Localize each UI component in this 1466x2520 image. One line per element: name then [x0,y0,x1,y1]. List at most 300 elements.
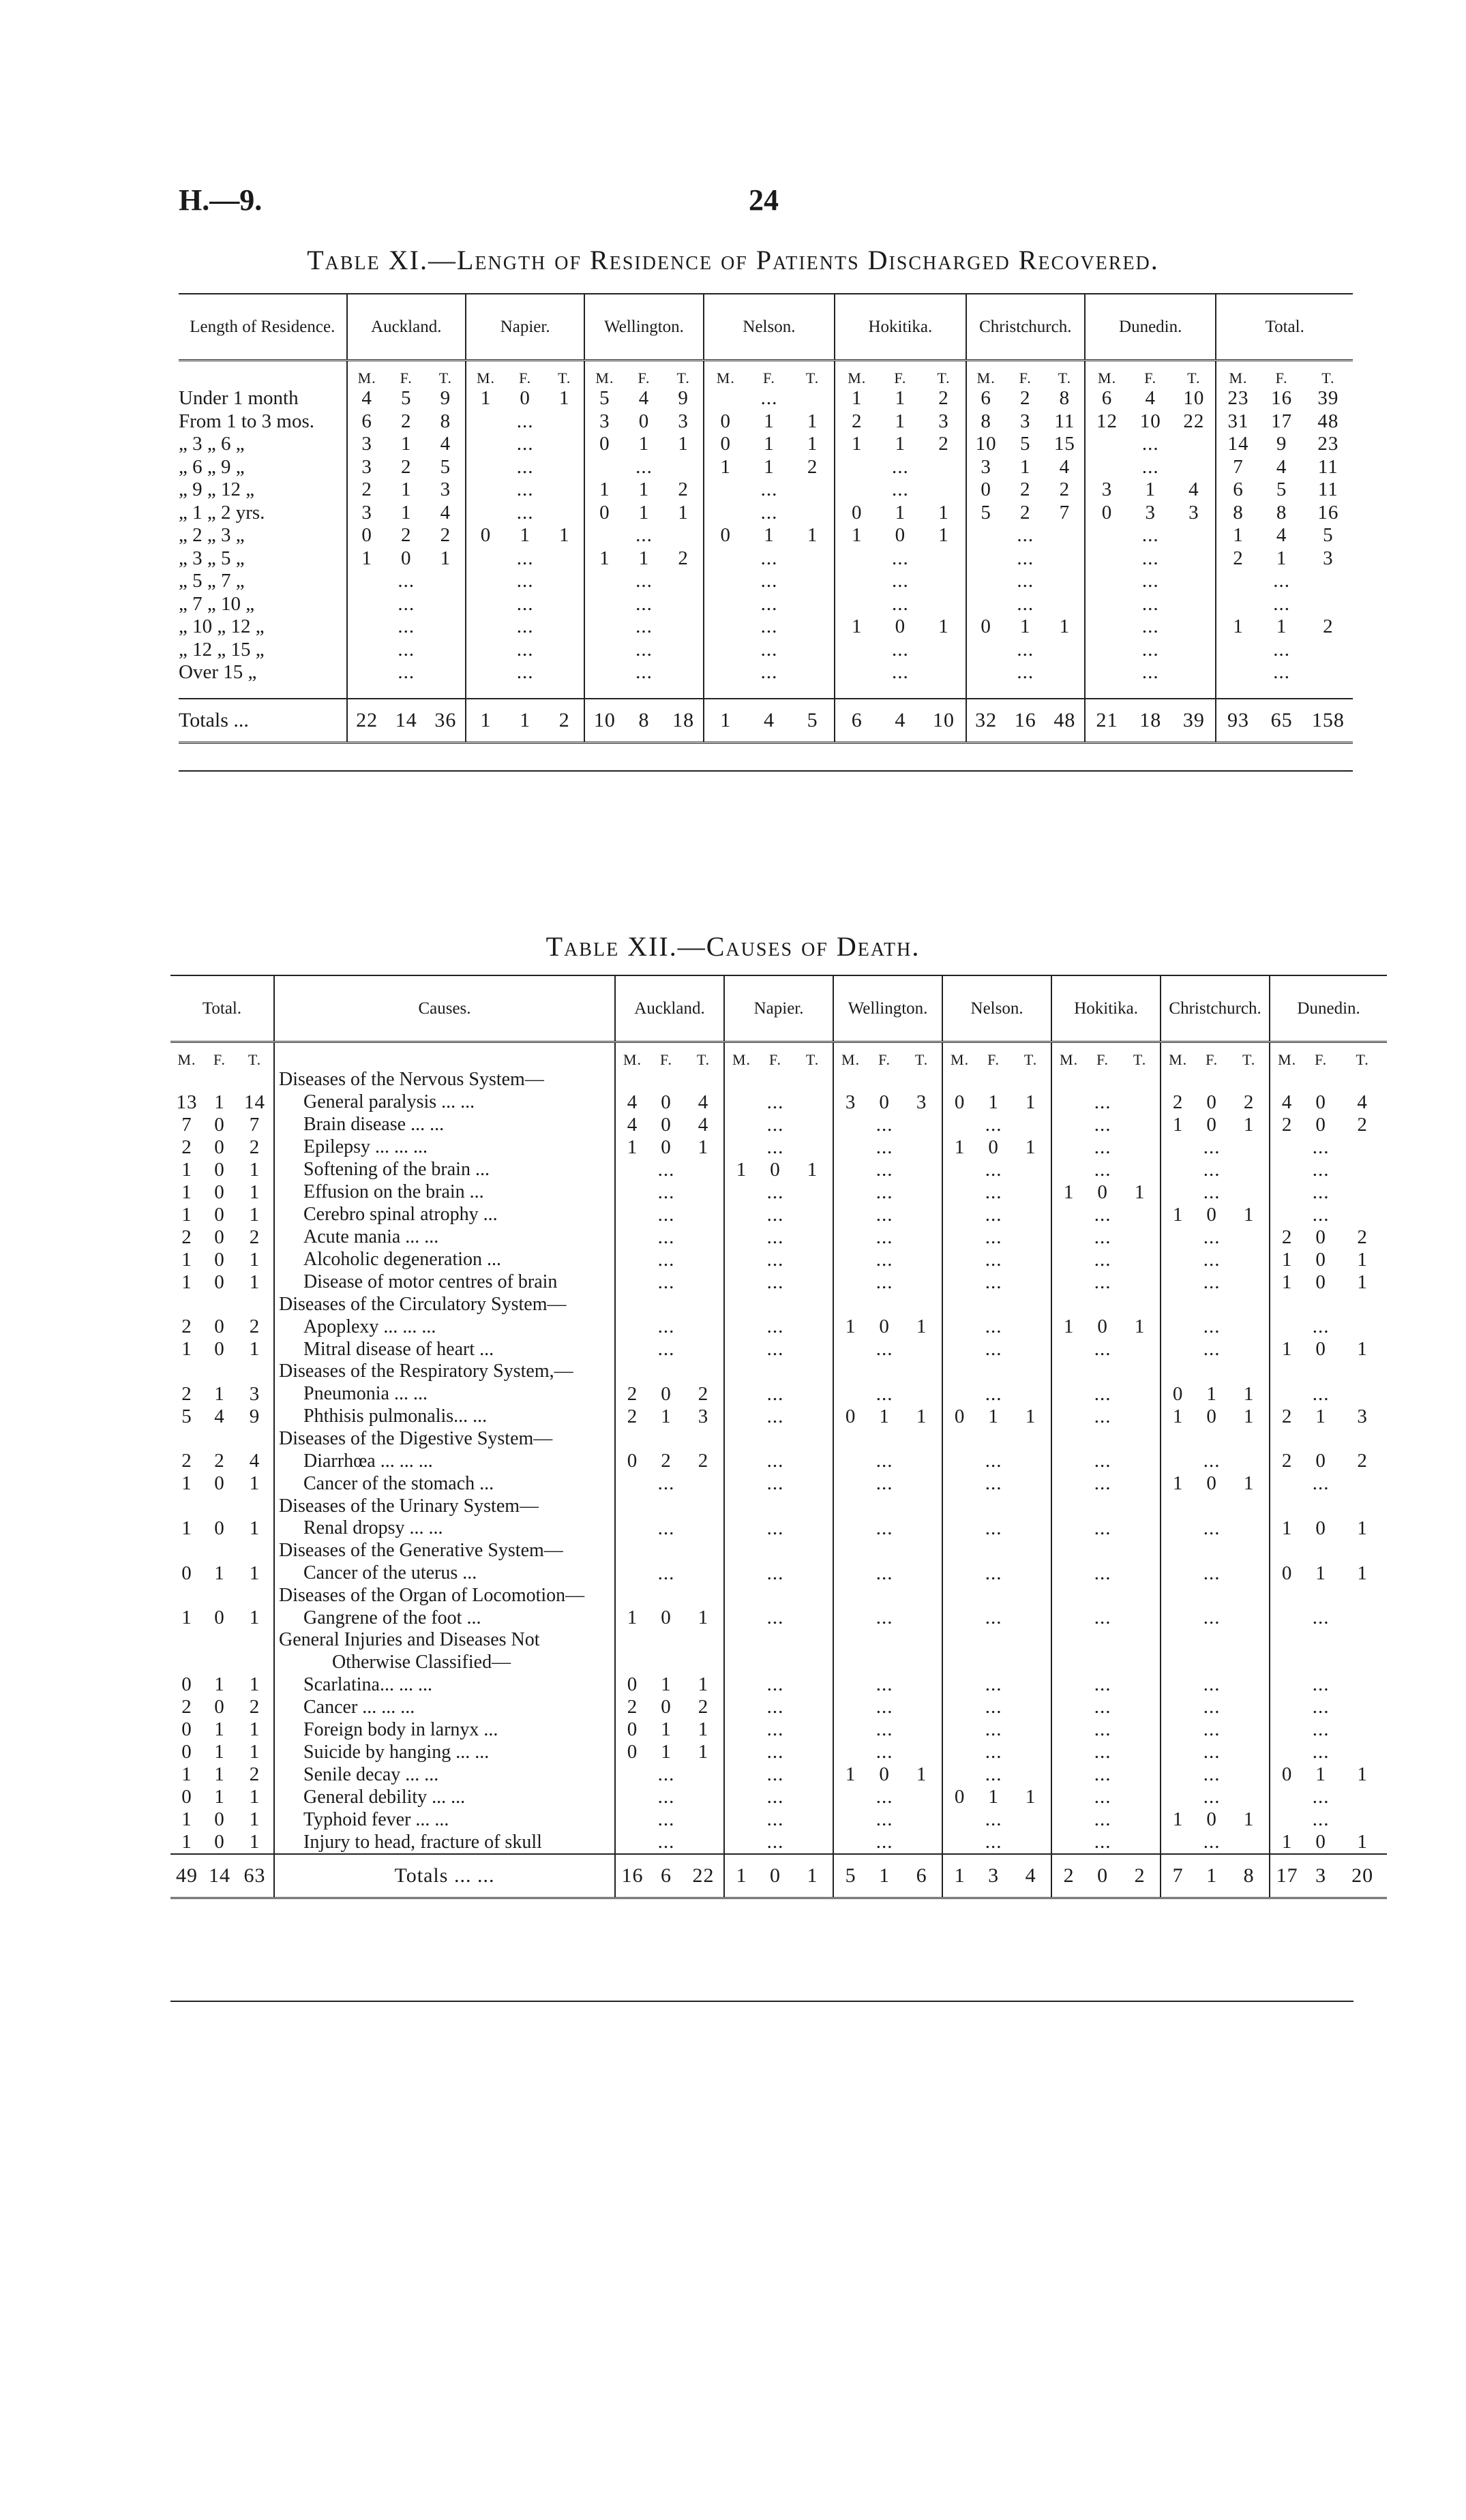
table12-cell [1011,1294,1051,1316]
sex-header-cell: F. [1019,369,1032,386]
table12-cell [724,1181,758,1204]
table11-row [179,524,1353,547]
spacer-cell [664,684,704,699]
spacer-cell [791,684,835,699]
table12-row [170,1271,1387,1294]
table12-cell: 1 [698,1741,709,1763]
table12-cell [724,1472,758,1495]
table12-total-cell: 22 [683,1854,724,1898]
table12-cell [1338,1673,1387,1696]
total-cell [236,1495,274,1517]
table12-cell [1161,1831,1195,1854]
cause-label: Senile decay ... ... [274,1763,615,1786]
sex-header-cell: M. [177,1051,196,1068]
table11-cell [1304,639,1353,662]
residence-label: From 1 to 3 mos. [179,410,314,432]
table12-cell [615,1472,649,1495]
table12-cell [649,1294,683,1316]
table12-cell [792,1271,833,1294]
table12-cell [1195,1428,1229,1451]
table12-cell [724,1718,758,1741]
spacer-cell [922,684,966,699]
sex-header-cell: M. [584,361,624,388]
table12-cell [1051,1718,1086,1741]
spacer-cell [878,684,922,699]
spacer-cell [704,684,747,699]
table12-cell: 1 [1025,1786,1036,1808]
sex-header-cell: M. [1216,361,1259,388]
table12-cell: ... [1203,1831,1221,1853]
cause-label: Cancer ... ... ... [274,1696,615,1718]
table12-row [170,1114,1387,1136]
total-cell: 1 [249,1786,260,1808]
table12-cell: 1 [916,1405,927,1427]
table11-cell: 2 [1216,547,1259,571]
table11-cell: 2 [400,455,412,478]
table11-cell: 1 [638,433,650,455]
table12-cell [1161,1181,1195,1204]
table12-cell [1086,1361,1120,1383]
table12-cell: 0 [661,1136,672,1158]
table12-cell: ... [876,1136,893,1158]
table12-cell [724,1562,758,1585]
table12-cell [724,1338,758,1361]
table11-cell [1172,639,1216,662]
table12-cell: 1 [1161,1406,1195,1428]
table12-cell [1229,1361,1270,1383]
sex-header-cell [274,1042,615,1069]
table12-cell [758,1495,792,1517]
table12-row [170,1406,1387,1428]
table12-cell: ... [766,1405,784,1427]
table11-cell: 1 [938,501,949,523]
table11-total-cell: 18 [664,699,704,743]
total-cell: 1 [249,1472,260,1495]
table12-col-header: Causes. [274,975,615,1042]
total-cell: 1 [249,1271,260,1293]
table12-cell [901,1271,942,1294]
table12-cell [792,1428,833,1451]
table12-cell [1051,1495,1086,1517]
table11-cell: 7 [1059,501,1071,523]
table12-cell [792,1406,833,1428]
table11-cell: ... [891,592,909,615]
table12-cell: 2 [1357,1113,1368,1136]
table12-cell: ... [1094,1203,1111,1226]
table12-cell [792,1472,833,1495]
table11-cell: 0 [966,616,1006,639]
table11-cell: 10 [1139,410,1161,432]
table12-cell [724,1249,758,1271]
table12-cell [1229,1786,1270,1808]
table11-cell: 23 [1317,433,1339,455]
table11-cell: 0 [520,387,530,410]
table11-cell: ... [516,410,534,432]
table12-cell [792,1562,833,1585]
table12-cell [1051,1091,1086,1114]
table11-cell: 4 [1276,524,1287,547]
total-cell: 1 [214,1673,225,1696]
table12-total-cell: 1 [1195,1854,1229,1898]
table12-row [170,1585,1387,1607]
cause-label: Diseases of the Digestive System— [274,1428,615,1451]
table12-cell [1270,1361,1304,1383]
table11-col-header: Wellington. [584,294,703,361]
table12-cell: ... [1094,1158,1111,1181]
table12-cell [1270,1204,1304,1226]
table11-total-cell: 1 [505,699,545,743]
table11-cell: ... [760,547,778,569]
table11-total-cell: 14 [387,699,426,743]
table12-cell [1270,1741,1304,1763]
total-cell: 1 [181,1517,192,1539]
table12-cell [683,1159,724,1181]
table12-cell: ... [1203,1181,1221,1203]
table12-cell: ... [766,1248,784,1271]
table11-cell: ... [1141,433,1159,455]
total-cell: 0 [181,1741,192,1763]
table12-cell [615,1338,649,1361]
table11-cell: ... [1141,455,1159,478]
table12-cell: ... [766,1226,784,1248]
table11-cell: ... [398,638,415,661]
sex-header-cell: F. [400,369,413,386]
table12-cell: ... [657,1203,675,1226]
table12-cell [683,1069,724,1091]
table11-cell [584,616,624,639]
table11-cell [791,593,835,616]
table12-cell [1195,1652,1229,1674]
sex-header-cell: F. [638,369,650,386]
cause-label: Diseases of the Generative System— [274,1540,615,1562]
table11-cell: 10 [966,433,1006,456]
total-cell: 0 [214,1607,225,1629]
table12-total-cell: 1 [792,1854,833,1898]
sex-header-cell: T. [1058,369,1072,386]
table12-cell [683,1562,724,1585]
table12-cell [1229,1673,1270,1696]
table12-cell [792,1831,833,1854]
table11-cell [1085,524,1128,547]
table11-cell [466,433,505,456]
table12-row [170,1763,1387,1786]
table11-cell [664,639,704,662]
table12-total-cell: 2 [1120,1854,1161,1898]
spacer-cell [179,684,347,699]
table11-total-cell: 2 [545,699,584,743]
table12-cell: ... [1203,1338,1221,1361]
table12-cell: ... [1094,1786,1111,1808]
table11-cell [835,661,878,684]
total-cell: 1 [214,1382,225,1405]
table12-cell [683,1495,724,1517]
table12-cell [792,1136,833,1159]
table12-row [170,1204,1387,1226]
table11-cell [1085,616,1128,639]
table11-cell [545,616,584,639]
table11-cell: 3 [347,433,387,456]
table12-cell [792,1249,833,1271]
table12-total-cell: 1 [942,1854,976,1898]
table12-cell: 1 [1315,1562,1326,1584]
table11-cell: ... [891,479,909,501]
sex-header-cell: M. [1085,361,1128,388]
table12-cell [758,1585,792,1607]
table12-cell [1120,1562,1161,1585]
table12-cell [901,1450,942,1472]
table12-cell: ... [876,1248,893,1271]
table12-cell: 0 [879,1316,890,1338]
table12-cell [1120,1718,1161,1741]
table11-cell [426,570,466,593]
table12-cell [1161,1226,1195,1249]
table12-cell: ... [985,1607,1002,1629]
sex-header-cell: F. [987,1051,1000,1068]
table12-cell: 0 [661,1607,672,1629]
table12-cell [1011,1428,1051,1451]
table11-cell: 0 [835,502,878,525]
table12-cell: ... [985,1181,1002,1203]
total-cell [170,1629,203,1652]
table12-cell: 2 [1270,1226,1304,1249]
sex-header-cell: M. [833,1042,867,1069]
table11-cell [664,616,704,639]
sex-header-cell: M. [615,1042,649,1069]
table12-cell [615,1562,649,1585]
sex-header-cell: M. [1051,1042,1086,1069]
total-cell: 1 [249,1338,260,1361]
table12-cell [1229,1763,1270,1786]
table12-cell [1120,1249,1161,1271]
table11-cell: ... [516,501,534,523]
cause-label: Foreign body in larnyx ... [274,1718,615,1741]
table12-cell [901,1294,942,1316]
table11-cell: 3 [678,410,689,432]
table12-cell: ... [657,1831,675,1853]
table12-total-cell: 6 [901,1854,942,1898]
table12-cell [1304,1629,1338,1652]
grand-total-cell: 14 [203,1854,236,1898]
total-cell: 9 [249,1405,260,1427]
table12-cell [1270,1181,1304,1204]
spacer-cell [1085,684,1128,699]
table12-cell [1051,1786,1086,1808]
table12-cell: 3 [833,1091,867,1114]
table11-cell: 1 [1059,616,1071,638]
table11-cell: 31 [1216,410,1259,434]
residence-label: „ 2 „ 3 „ [179,524,245,547]
total-cell [236,1585,274,1607]
table11-cell: 1 [638,479,650,501]
table11-cell [791,387,835,410]
table12-cell [833,1786,867,1808]
table12-cell [1120,1361,1161,1383]
table12-cell: 0 [1161,1383,1195,1406]
table12-row [170,1450,1387,1472]
table12-cell: ... [876,1517,893,1539]
table12-cell [1195,1540,1229,1562]
table11-cell [1172,570,1216,593]
table12-row [170,1652,1387,1674]
table12-cell: 1 [1243,1405,1255,1427]
table12-cell [724,1271,758,1294]
table12-cell [1051,1114,1086,1136]
table11-cell [922,593,966,616]
table11-cell [966,639,1006,662]
total-cell: 2 [181,1136,192,1158]
table12 [170,975,1387,1899]
sex-header-cell: T. [248,1051,262,1068]
table11-cell: ... [516,616,534,638]
table12-cell [615,1652,649,1674]
table12-cell: ... [1312,1696,1330,1718]
table11-cell [664,570,704,593]
table12-cell: 0 [1206,1091,1217,1113]
table12-cell [1161,1294,1195,1316]
table11-cell: 2 [1020,479,1031,501]
table11-cell: ... [516,638,534,661]
table11-cell [922,661,966,684]
table12-cell [1338,1585,1387,1607]
sex-header-cell: F. [1144,369,1157,386]
table12-cell [1270,1428,1304,1451]
table12-cell [942,1226,976,1249]
table11-cell [791,570,835,593]
table12-cell [1051,1517,1086,1540]
table12-cell [867,1428,901,1451]
table12-cell: ... [657,1763,675,1786]
table11-cell: ... [1017,524,1034,547]
table12-cell [833,1607,867,1629]
spacer-cell [387,684,426,699]
table12-cell: 1 [661,1405,672,1427]
table12-cell [1086,1069,1120,1091]
cause-label: Pneumonia ... ... [274,1383,615,1406]
table12-cell [1161,1159,1195,1181]
table12-cell [1338,1741,1387,1763]
table12-cell [833,1585,867,1607]
table11-cell [966,547,1006,571]
table12-cell [1338,1629,1387,1652]
table12-cell: 1 [1161,1808,1195,1831]
table11-cell: 6 [347,410,387,434]
table11-cell: 1 [764,455,775,478]
table11-cell: 1 [835,616,878,639]
table11-cell [966,593,1006,616]
table12-cell: ... [1094,1607,1111,1629]
table12-cell [1086,1294,1120,1316]
table12-cell [901,1226,942,1249]
table11-cell [545,570,584,593]
table12-cell [649,1495,683,1517]
table11-cell [704,639,747,662]
table12-total-cell: 1 [867,1854,901,1898]
table12-cell: 1 [615,1136,649,1159]
table12-cell [1051,1204,1086,1226]
total-cell: 1 [249,1517,260,1539]
table12-cell [1051,1294,1086,1316]
page-id: H.—9. [179,183,263,217]
spacer-cell [1045,684,1085,699]
table12-cell [1011,1763,1051,1786]
table12-cell [1051,1249,1086,1271]
table12-cell: 1 [1270,1271,1304,1294]
table12-cell [1051,1585,1086,1607]
table12-cell [1011,1114,1051,1136]
spacer-cell [426,684,466,699]
table12-cell: ... [1312,1718,1330,1741]
table12-cell [1011,1673,1051,1696]
table11-col-header: Nelson. [704,294,835,361]
table12-cell [901,1428,942,1451]
table11-col-header: Total. [1216,294,1353,361]
table12-cell [901,1808,942,1831]
table11-cell [545,410,584,434]
table11-cell [664,456,704,479]
table12-cell [1338,1472,1387,1495]
table12-cell: 0 [1315,1226,1326,1248]
table12-cell: 2 [698,1696,709,1718]
table12-cell: ... [876,1831,893,1853]
table12-cell: 1 [916,1763,927,1786]
table12-cell [615,1629,649,1652]
total-cell: 2 [181,1450,192,1472]
total-cell [203,1652,236,1674]
table11-cell: ... [398,616,415,638]
table12-cell [1120,1406,1161,1428]
table11-cell: 6 [1085,387,1128,410]
table11-cell [584,639,624,662]
table12-cell [1051,1808,1086,1831]
table12-row [170,1226,1387,1249]
table11-cell [922,639,966,662]
total-cell [236,1428,274,1451]
table12-cell: ... [766,1741,784,1763]
table12-cell [724,1831,758,1854]
table11-cell: 0 [895,524,906,547]
table11-cell: ... [516,661,534,684]
table12-cell: ... [657,1316,675,1338]
table12-cell [1270,1383,1304,1406]
table12-cell [792,1495,833,1517]
table12-cell [724,1652,758,1674]
sex-header-cell: T. [1321,369,1335,386]
table11-total-cell: 5 [791,699,835,743]
table12-cell [833,1495,867,1517]
table12-cell [683,1808,724,1831]
table12-cell: 1 [1206,1382,1217,1405]
table12-cell: 0 [615,1450,649,1472]
table12-cell [615,1249,649,1271]
table12-cell: ... [876,1271,893,1293]
table12-cell [792,1114,833,1136]
table11-row [179,387,1353,410]
table12-cell [649,1069,683,1091]
table11-cell: ... [760,501,778,523]
table12-cell: ... [876,1607,893,1629]
table11-cell [1045,639,1085,662]
table12-cell [1051,1763,1086,1786]
table11-cell [1172,547,1216,571]
total-cell: 1 [214,1786,225,1808]
table11-cell: ... [1017,592,1034,615]
table11-cell: 1 [807,524,818,547]
table12-cell [1304,1652,1338,1674]
table12-col-header: Napier. [724,975,833,1042]
table11-total-cell: 10 [584,699,624,743]
table11-cell: 2 [400,410,412,432]
table12-cell [1011,1204,1051,1226]
